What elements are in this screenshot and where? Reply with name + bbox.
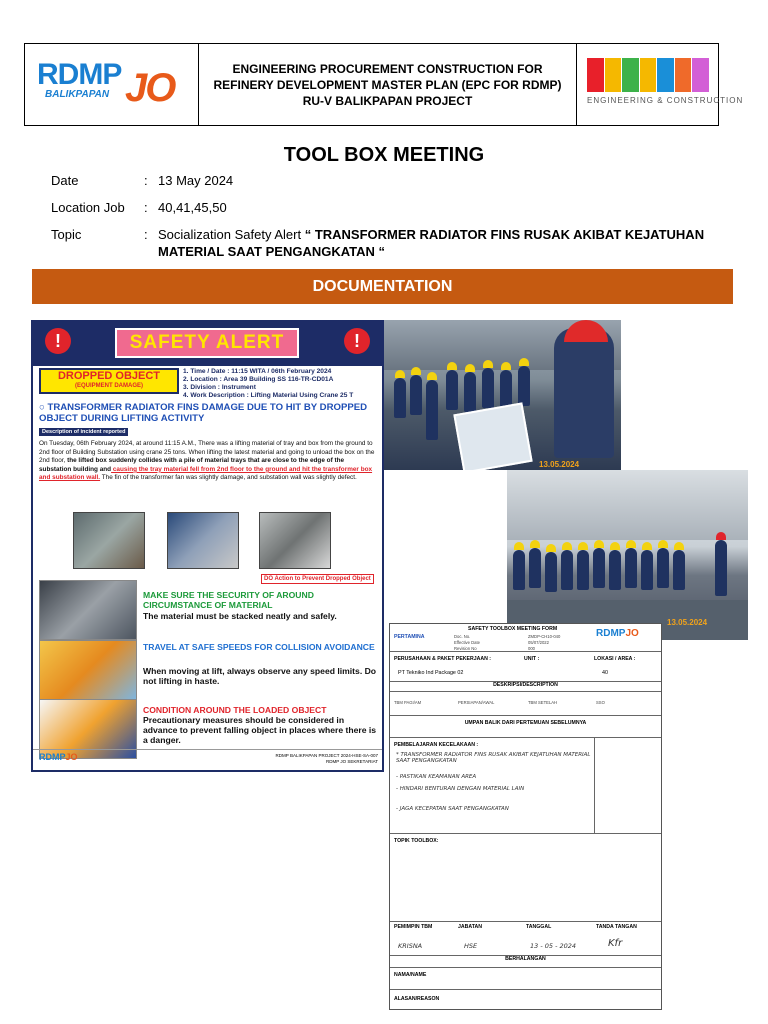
rdmp-logo-accent: JO [125, 66, 175, 110]
worker-figure [394, 378, 406, 418]
incident-description-c: causing the tray material fell from 2nd floor to the ground and hit the transformer box and substation wall. [39, 465, 373, 482]
lessons-label: PEMBELAJARAN KECELAKAAN : [394, 742, 479, 748]
speaker-figure [554, 328, 614, 458]
worker-figure [529, 548, 541, 588]
unit-label: UNIT : [524, 656, 540, 662]
doc-no-value: ZMDP-CH10-040 [528, 634, 561, 639]
worker-figure [715, 540, 727, 596]
form-header-row [390, 624, 661, 652]
topic-colon: : [144, 227, 148, 242]
rdmp-logo-main: RDMP [37, 58, 122, 91]
date-value: 13 May 2024 [158, 173, 234, 188]
safety-alert-banner: SAFETY ALERT [115, 328, 299, 358]
project-title-line-2: REFINERY DEVELOPMENT MASTER PLAN (EPC FOR RDMP) [213, 77, 562, 92]
worker-figure [513, 550, 525, 590]
rdmp-jo-logo [37, 58, 187, 114]
signature-label: TANDA TANGAN [596, 924, 637, 930]
action-label: DO Action to Prevent Dropped Object [261, 574, 374, 584]
prevention-text: Precautionary measures should be considered in advance to prevent falling object in places where there is a danger. [143, 715, 377, 745]
handwritten-line: - PASTIKAN KEAMANAN AREA [396, 774, 477, 780]
incident-photo [259, 512, 331, 569]
tekniko-letter-block [622, 58, 639, 92]
option-persiapan: PERSIAPAN/AWAL [458, 700, 495, 705]
photo-timestamp: 13.05.2024 [667, 618, 708, 627]
area-value: 40 [602, 670, 608, 676]
signature: Kfr [608, 938, 623, 949]
handwritten-line: - JAGA KECEPATAN SAAT PENGANGKATAN [396, 806, 509, 812]
option-tbm-setelah: TBM SETELAH [528, 700, 558, 705]
incident-meta-work: 4. Work Description : Lifting Material Using Crane 25 T [183, 392, 354, 399]
form-options-row [390, 692, 661, 716]
leader-value: KRISNA [398, 942, 423, 950]
tekniko-letter-block [605, 58, 622, 92]
rdmp-logo-cell [25, 44, 199, 125]
topic-prefix: Socialization Safety Alert [158, 227, 302, 242]
safety-toolbox-meeting-form [389, 623, 662, 1010]
poster-footer-logo-accent: JO [65, 752, 78, 762]
prevention-title: CONDITION AROUND THE LOADED OBJECT [143, 705, 327, 715]
form-absent-row [390, 956, 661, 968]
date-label: Date [51, 173, 79, 188]
company-label: PERUSAHAAN & PAKET PEKERJAAN : [394, 656, 492, 662]
project-title-cell [199, 44, 577, 125]
topic-value-line-1 [158, 227, 718, 242]
prevention-row [39, 699, 379, 755]
warning-icon: ! [45, 328, 71, 354]
incident-meta-location: 2. Location : Area 39 Building SS 116-TR-CD01A [183, 376, 334, 383]
tekniko-letter-block [675, 58, 692, 92]
worker-figure [482, 368, 494, 408]
incident-photo [73, 512, 145, 569]
date-value: 13 - 05 - 2024 [530, 942, 577, 950]
worker-figure [410, 375, 422, 415]
plant-background [507, 470, 748, 540]
doc-no-label: Doc. No. [454, 634, 471, 639]
area-label: LOKASI / AREA : [594, 656, 636, 662]
safety-alert-poster [31, 320, 384, 772]
tekniko-logo-letters [587, 58, 709, 92]
date-label: TANGGAL [526, 924, 552, 930]
prevention-text: When moving at lift, always observe any speed limits. Do not lifting in haste. [143, 666, 377, 686]
topic-quote-line-2: MATERIAL SAAT PENGANGKATAN “ [158, 244, 386, 259]
prevention-row [39, 640, 379, 698]
incident-description-a: On Tuesday, 06th February 2024, at around 11:15 A.M., There was a lifting material of tray and box from the ground to 2nd floor of Building Substation using crane 25 tons. When lifting the latest material and going to unload the box on the 2nd floor, [39, 440, 375, 465]
documentation-bar: DOCUMENTATION [32, 269, 733, 304]
name-label: NAMA/NAME [394, 972, 427, 978]
poster-footer [33, 749, 382, 770]
warning-icon: ! [344, 328, 370, 354]
stacked-material-image [39, 580, 137, 640]
worker-figure [464, 372, 476, 412]
worker-figure [446, 370, 458, 410]
form-rdmp-logo-main: RDMP [596, 628, 626, 639]
worker-figure [657, 548, 669, 588]
worker-figure [518, 366, 530, 406]
poster-footer-logo [39, 752, 78, 762]
option-sso: SSO [596, 700, 605, 705]
location-value: 40,41,45,50 [158, 200, 227, 215]
held-safety-alert-sheet [453, 402, 532, 470]
worker-figure [561, 550, 573, 590]
topic-label: TOPIK TOOLBOX: [394, 838, 439, 844]
photo-timestamp: 13.05.2024 [539, 460, 580, 469]
revision-value: 000 [528, 646, 535, 651]
tekniko-letter-block [692, 58, 709, 92]
tekniko-logo-cell [577, 44, 744, 125]
worker-figure [545, 552, 557, 592]
absent-label: BERHALANGAN [505, 956, 546, 962]
worker-figure [577, 550, 589, 590]
location-label: Location Job [51, 200, 125, 215]
incident-description-b: the lifted box suddenly collides with a pile of material trays that are close to the edge of the substation building and [39, 457, 345, 473]
incident-description-d: The fin of the transformer fan was slightly damage, and substation wall was slightly defect. [100, 474, 357, 482]
form-divider [594, 738, 595, 834]
prevention-title: MAKE SURE THE SECURITY OF AROUND CIRCUMSTANCE OF MATERIAL [143, 590, 314, 610]
reason-label: ALASAN/REASON [394, 996, 440, 1002]
company-value: PT Tekniko Ind Package 02 [398, 670, 464, 676]
form-topic-row [390, 834, 661, 922]
rdmp-logo-sub: BALIKPAPAN [45, 89, 110, 100]
worker-figure [625, 548, 637, 588]
form-rdmp-logo-accent: JO [625, 628, 639, 639]
topic-label: Topic [51, 227, 82, 242]
form-company-row [390, 652, 661, 682]
option-tbm-am: TBM PAGI/AM [394, 700, 422, 705]
project-title-line-3: RU-V BALIKPAPAN PROJECT [302, 93, 473, 108]
toolbox-meeting-photo-2 [507, 470, 748, 640]
form-reason-row [390, 990, 661, 1010]
description-tag: Description of incident reported [39, 428, 128, 436]
dropped-object-sub: (EQUIPMENT DAMAGE) [75, 383, 143, 389]
form-rdmp-logo [596, 628, 639, 639]
dropped-object-title: DROPPED OBJECT [57, 370, 161, 382]
effective-label: Effective Date [454, 640, 480, 645]
worker-figure [426, 380, 438, 440]
tekniko-letter-block [657, 58, 674, 92]
form-title: SAFETY TOOLBOX MEETING FORM [468, 626, 558, 632]
location-colon: : [144, 200, 148, 215]
position-value: HSE [464, 942, 478, 950]
incident-photo [167, 512, 239, 569]
page-title: TOOL BOX MEETING [283, 144, 485, 166]
poster-footer-ref-2: RDMP JO SEKRETARIAT [325, 759, 378, 764]
dropped-object-badge [39, 368, 179, 394]
incident-meta-time: 1. Time / Date : 11:15 WITA / 06th February 2024 [183, 368, 332, 375]
toolbox-meeting-photo-1 [384, 320, 621, 470]
worker-figure [641, 550, 653, 590]
prevention-text: The material must be stacked neatly and safely. [143, 611, 337, 621]
worker-figure [673, 550, 685, 590]
form-description-row [390, 682, 661, 692]
poster-footer-logo-main: RDMP [39, 752, 66, 762]
worker-figure [593, 548, 605, 588]
handwritten-line: * TRANSFORMER RADIATOR FINS RUSAK AKIBAT KEJATUHAN MATERIAL SAAT PENGANGKATAN [396, 752, 591, 764]
poster-footer-ref [276, 753, 378, 765]
poster-headline: ○ TRANSFORMER RADIATOR FINS DAMAGE DUE TO HIT BY DROPPED OBJECT DURING LIFTING ACTIVITY [39, 402, 368, 424]
form-feedback-row [390, 716, 661, 738]
date-colon: : [144, 173, 148, 188]
crane-image [39, 640, 137, 700]
project-title-line-1: ENGINEERING PROCUREMENT CONSTRUCTION FOR [232, 61, 543, 76]
pertamina-logo: PERTAMINA [394, 634, 425, 640]
feedback-label: UMPAN BALIK DARI PERTEMUAN SEBELUMNYA [464, 720, 587, 726]
prevention-row [39, 580, 379, 638]
worker-figure [609, 550, 621, 590]
position-label: JABATAN [458, 924, 483, 930]
description-label: DESKRIPSI/DESCRIPTION [493, 682, 558, 688]
prevention-title: TRAVEL AT SAFE SPEEDS FOR COLLISION AVOIDANCE [143, 642, 375, 652]
topic-quote-line-1: “ TRANSFORMER RADIATOR FINS RUSAK AKIBAT KEJATUHAN [304, 227, 705, 242]
form-leader-row [390, 922, 661, 956]
tekniko-letter-block [587, 58, 604, 92]
tekniko-letter-block [640, 58, 657, 92]
incident-meta-division: 3. Division : Instrument [183, 384, 256, 391]
handwritten-line: - HINDARI BENTURAN DENGAN MATERIAL LAIN [396, 786, 525, 792]
effective-value: 05/07/2022 [528, 640, 549, 645]
tekniko-logo [587, 58, 744, 112]
form-name-row [390, 968, 661, 990]
revision-label: Revision No [454, 646, 477, 651]
poster-footer-ref-1: RDMP BALIKPAPAN PROJECT 2024-HSE-SA-007 [275, 753, 378, 758]
form-lessons-row [390, 738, 661, 834]
tekniko-logo-sub: ENGINEERING & CONSTRUCTION [587, 96, 744, 105]
leader-label: PEMIMPIN TBM [394, 924, 433, 930]
document-header [24, 43, 744, 126]
incident-description [39, 440, 377, 483]
